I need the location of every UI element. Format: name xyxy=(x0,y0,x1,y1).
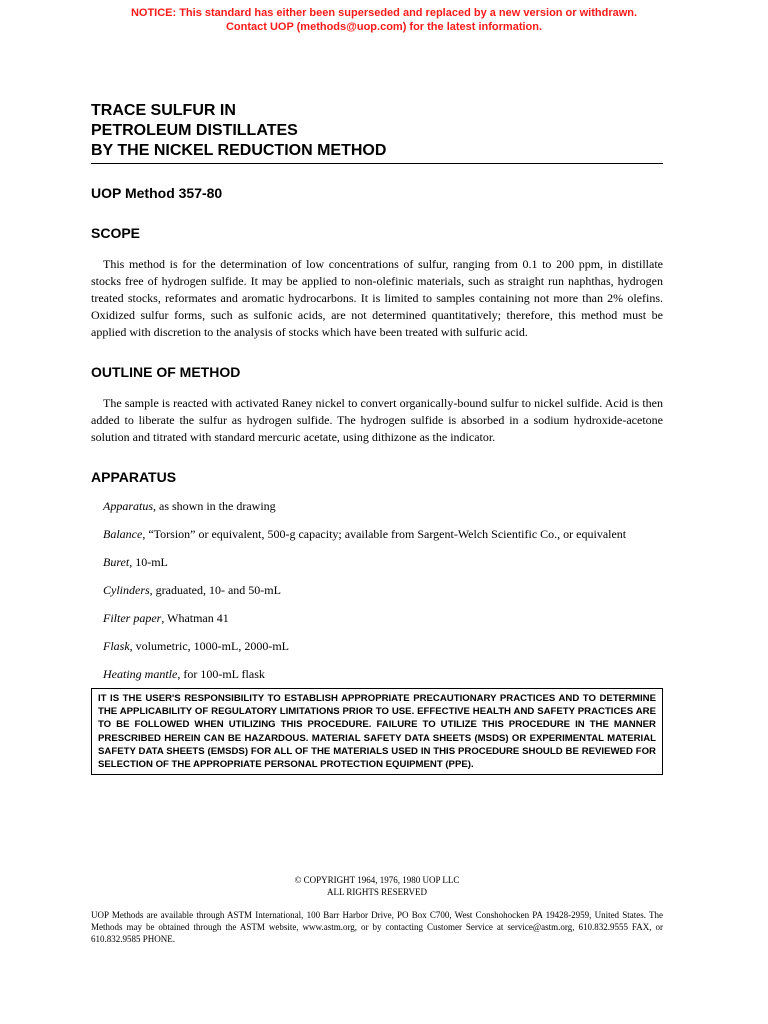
apparatus-desc: , volumetric, 1000-mL, 2000-mL xyxy=(129,639,289,653)
apparatus-term: Apparatus xyxy=(103,499,154,513)
document-page xyxy=(91,101,663,775)
apparatus-item xyxy=(103,554,663,570)
copyright xyxy=(91,874,663,898)
title-line-3: BY THE NICKEL REDUCTION METHOD xyxy=(91,142,387,159)
apparatus-heading: APPARATUS xyxy=(91,469,177,485)
title-line-1: TRACE SULFUR IN xyxy=(91,102,236,119)
scope-heading: SCOPE xyxy=(91,225,141,241)
apparatus-item xyxy=(103,526,663,542)
apparatus-term: Flask xyxy=(103,639,130,653)
apparatus-item xyxy=(103,582,663,598)
title-line-2: PETROLEUM DISTILLATES xyxy=(91,122,298,139)
apparatus-term: Balance xyxy=(103,527,143,541)
scope-text: This method is for the determination of low concentrations of sulfur, ranging from 0.1 to 200 ppm, in distillate stocks free of hydrogen sulfide. It may be applied to non-olefinic materials, such as straight run naphthas, hydrogen treated stocks, reformates and aromatic hydrocarbons. It is limited to samples containing not more than 2% olefins. Oxidized sulfur forms, such as sulfonic acids, are not determined quantitatively; therefore, this method must be applied with discretion to the analysis of stocks which have been treated with sulfuric acid. xyxy=(91,257,663,339)
copyright-line-2: ALL RIGHTS RESERVED xyxy=(327,887,427,897)
notice-line-1: NOTICE: This standard has either been superseded and replaced by a new version or withdrawn. xyxy=(130,7,638,19)
withdrawal-notice xyxy=(0,6,768,34)
availability-footer: UOP Methods are available through ASTM International, 100 Barr Harbor Drive, PO Box C700, West Conshohocken PA 19428-2959, United States. The Methods may be obtained through the ASTM website, www.astm.org, or by contacting Customer Service at service@astm.org, 610.832.9555 FAX, or 610.832.9585 PHONE. xyxy=(91,910,663,944)
safety-warning-box: IT IS THE USER'S RESPONSIBILITY TO ESTABLISH APPROPRIATE PRECAUTIONARY PRACTICES AND TO DETERMINE THE APPLICABILITY OF REGULATORY LIMITATIONS PRIOR TO USE. EFFECTIVE HEALTH AND SAFETY PRACTICES ARE TO BE FOLLOWED WHEN UTILIZING THIS PROCEDURE. FAILURE TO UTILIZE THIS PROCEDURE IN THE MANNER PRESCRIBED HEREIN CAN BE HAZARDOUS. MATERIAL SAFETY DATA SHEETS (MSDS) OR EXPERIMENTAL MATERIAL SAFETY DATA SHEETS (EMSDS) FOR ALL OF THE MATERIALS USED IN THIS PROCEDURE SHOULD BE REVIEWED FOR SELECTION OF THE APPROPRIATE PERSONAL PROTECTION EQUIPMENT (PPE). xyxy=(91,688,663,775)
apparatus-desc: , as shown in the drawing xyxy=(153,499,276,513)
apparatus-item xyxy=(103,498,663,514)
outline-text: The sample is reacted with activated Raney nickel to convert organically-bound sulfur to nickel sulfide. Acid is then added to liberate the sulfur as hydrogen sulfide. The hydrogen sulfide is absorbed in a sodium hydroxide-acetone solution and titrated with standard mercuric acetate, using dithizone as the indicator. xyxy=(91,396,663,444)
apparatus-list xyxy=(91,498,663,682)
apparatus-desc: , Whatman 41 xyxy=(161,611,229,625)
outline-heading: OUTLINE OF METHOD xyxy=(91,364,241,380)
apparatus-item xyxy=(103,666,663,682)
notice-line-2: Contact UOP (methods@uop.com) for the latest information. xyxy=(225,21,543,33)
method-number: UOP Method 357-80 xyxy=(91,185,223,201)
apparatus-desc: , for 100-mL flask xyxy=(177,667,265,681)
apparatus-term: Filter paper xyxy=(103,611,162,625)
apparatus-desc: , graduated, 10- and 50-mL xyxy=(149,583,281,597)
apparatus-term: Buret xyxy=(103,555,130,569)
document-title xyxy=(91,101,663,164)
apparatus-desc: , 10-mL xyxy=(129,555,168,569)
apparatus-item xyxy=(103,638,663,654)
apparatus-desc: , “Torsion” or equivalent, 500-g capacity; available from Sargent-Welch Scientific Co., or equivalent xyxy=(142,527,627,541)
apparatus-item xyxy=(103,610,663,626)
apparatus-term: Cylinders xyxy=(103,583,150,597)
copyright-line-1: © COPYRIGHT 1964, 1976, 1980 UOP LLC xyxy=(294,875,460,885)
apparatus-term: Heating mantle xyxy=(103,667,178,681)
